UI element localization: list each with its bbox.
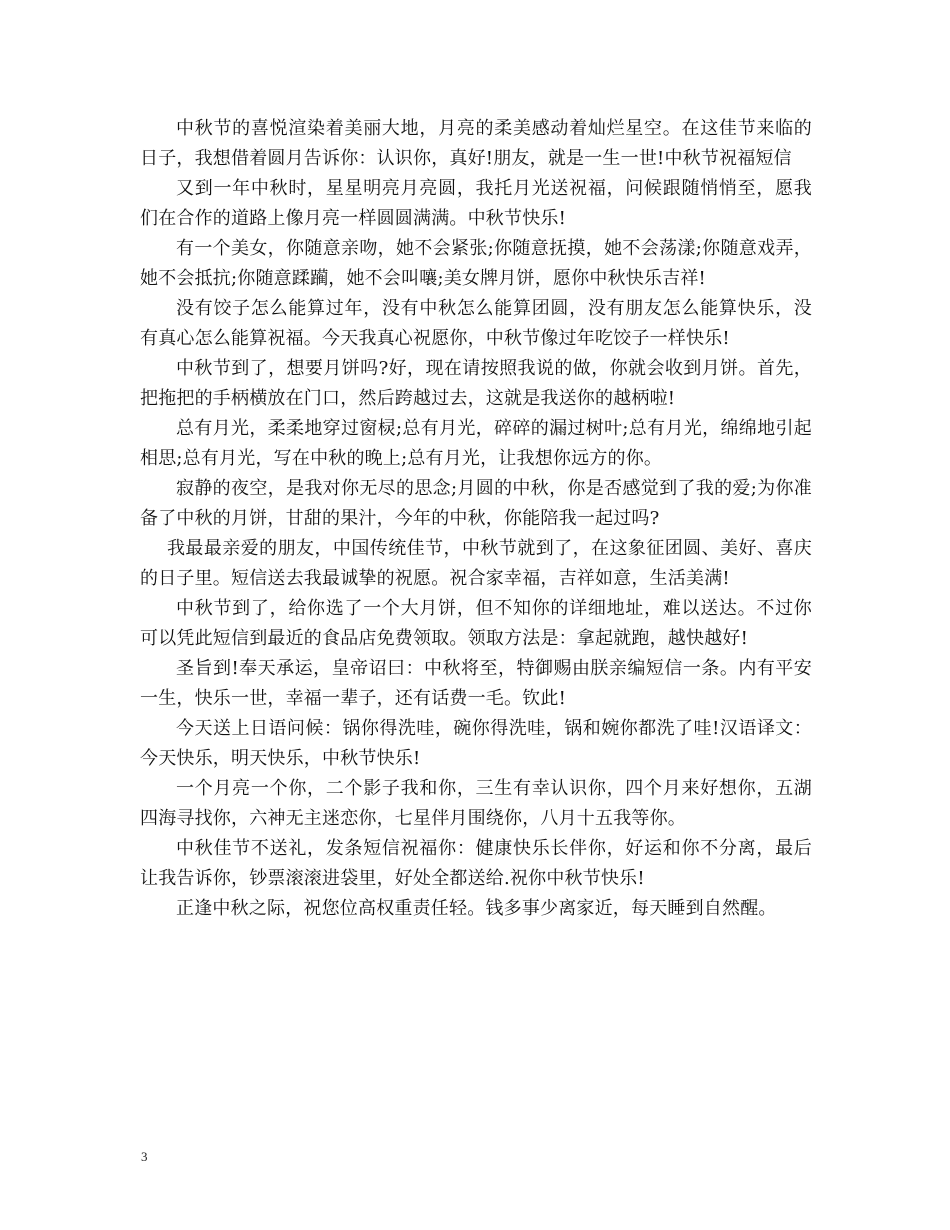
paragraph: 又到一年中秋时，星星明亮月亮圆，我托月光送祝福，问候跟随悄悄至，愿我们在合作的道路上像月亮一样圆圆满满。中秋节快乐! xyxy=(140,178,812,229)
paragraph: 正逢中秋之际，祝您位高权重责任轻。钱多事少离家近，每天睡到自然醒。 xyxy=(176,898,777,919)
paragraph: 中秋节的喜悦渲染着美丽大地，月亮的柔美感动着灿烂星空。在这佳节来临的日子，我想借着圆月告诉你：认识你，真好!朋友，就是一生一世!中秋节祝福短信 xyxy=(140,118,812,169)
paragraph: 没有饺子怎么能算过年，没有中秋怎么能算团圆，没有朋友怎么能算快乐，没有真心怎么能算祝福。今天我真心祝愿你，中秋节像过年吃饺子一样快乐! xyxy=(140,298,812,349)
paragraph: 总有月光，柔柔地穿过窗棂;总有月光，碎碎的漏过树叶;总有月光，绵绵地引起相思;总有月光，写在中秋的晚上;总有月光，让我想你远方的你。 xyxy=(140,418,812,469)
paragraph: 中秋佳节不送礼，发条短信祝福你：健康快乐长伴你，好运和你不分离，最后让我告诉你，钞票滚滚进袋里，好处全都送给.祝你中秋节快乐! xyxy=(140,838,812,889)
paragraph: 今天送上日语问候：锅你得洗哇，碗你得洗哇，锅和婉你都洗了哇!汉语译文：今天快乐，明天快乐，中秋节快乐! xyxy=(140,718,812,769)
paragraph: 中秋节到了，想要月饼吗?好，现在请按照我说的做，你就会收到月饼。首先，把拖把的手柄横放在门口，然后跨越过去，这就是我送你的越柄啦! xyxy=(140,358,812,409)
paragraph: 圣旨到!奉天承运，皇帝诏曰：中秋将至，特御赐由朕亲编短信一条。内有平安一生，快乐一世，幸福一辈子，还有话费一毛。钦此! xyxy=(140,658,812,709)
paragraph: 中秋节到了，给你选了一个大月饼，但不知你的详细地址，难以送达。不过你可以凭此短信到最近的食品店免费领取。领取方法是：拿起就跑，越快越好! xyxy=(140,598,812,649)
paragraph: 我最最亲爱的朋友，中国传统佳节，中秋节就到了，在这象征团圆、美好、喜庆的日子里。短信送去我最诚挚的祝愿。祝合家幸福，吉祥如意，生活美满! xyxy=(140,538,812,589)
paragraph: 有一个美女，你随意亲吻，她不会紧张;你随意抚摸，她不会荡漾;你随意戏弄，她不会抵抗;你随意蹂躏，她不会叫嚷;美女牌月饼，愿你中秋快乐吉祥! xyxy=(140,238,812,289)
paragraph: 一个月亮一个你，二个影子我和你，三生有幸认识你，四个月来好想你，五湖四海寻找你，六神无主迷恋你，七星伴月围绕你，八月十五我等你。 xyxy=(140,778,812,829)
page-number: 3 xyxy=(141,1149,148,1164)
paragraph: 寂静的夜空，是我对你无尽的思念;月圆的中秋，你是否感觉到了我的爱;为你准备了中秋的月饼，甘甜的果汁，今年的中秋，你能陪我一起过吗? xyxy=(140,478,812,529)
document-body xyxy=(140,114,812,924)
